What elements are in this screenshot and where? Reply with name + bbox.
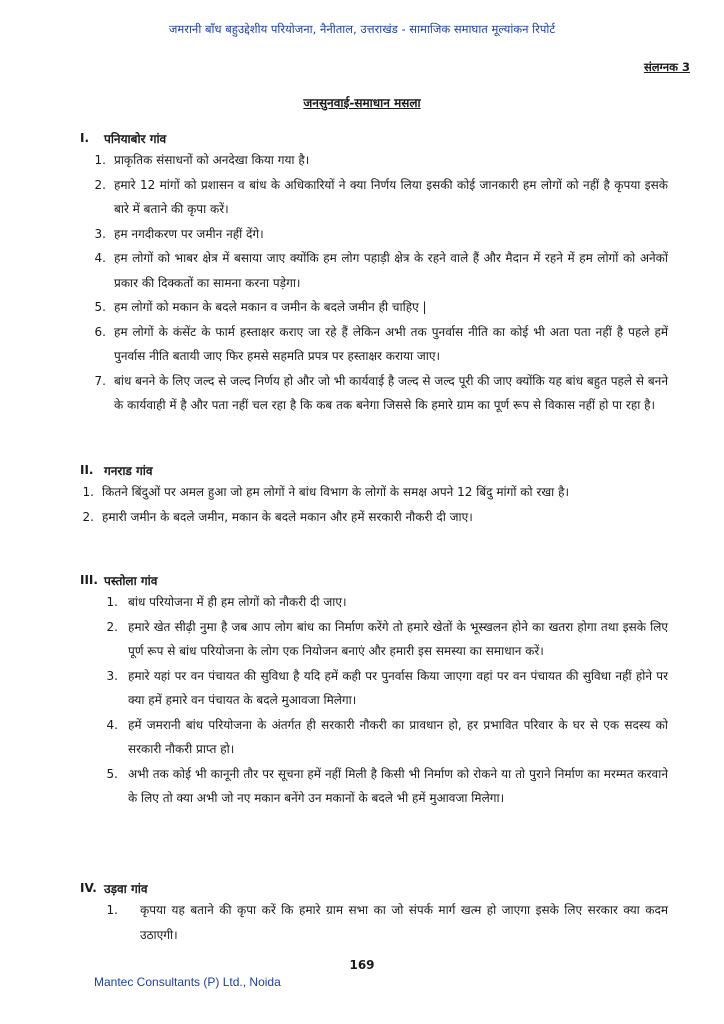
item-text: हमारी जमीन के बदले जमीन, मकान के बदले मकान और हमें सरकारी नौकरी दी जाए। [102, 509, 473, 524]
list-item [78, 480, 668, 505]
item-number: 2. [106, 619, 118, 634]
item-text: हमें जमरानी बांध परियोजना के अंतर्गत ही सरकारी नौकरी का प्रावधान हो, हर प्रभावित परिवार के घर से एक सदस्य को सरकारी नौकरी प्राप्त हो। [128, 717, 668, 756]
item-list [78, 480, 668, 529]
item-number: 6. [94, 324, 106, 339]
section-heading [80, 570, 668, 590]
list-item [100, 615, 668, 664]
item-text: कृपया यह बताने की कृपा करें कि हमारे ग्राम सभा का जो संपर्क मार्ग खत्म हो जाएगा इसके लिए सरकार क्या कदम उठाएगी। [140, 903, 668, 942]
list-item [86, 148, 668, 173]
section-pastola [80, 570, 668, 811]
item-number: 4. [106, 717, 118, 732]
item-number: 4. [94, 251, 106, 265]
item-number: 1. [106, 595, 118, 609]
list-item [100, 590, 668, 615]
item-number: 7. [94, 373, 106, 388]
item-text: बांध बनने के लिए जल्द से जल्द निर्णय हो और जो भी कार्यवाई है जल्द से जल्द पूरी की जाए क्योंकि यह बांध बहुत पहले से बनने के कार्यवाही में है और पता नहीं चल रहा है कि कब तक बनेगा जिससे कि हमारे ग्राम का पूर्ण रूप से विकास नहीं हो पा रहा है। [114, 373, 668, 412]
item-number: 1. [106, 903, 118, 917]
item-text: हम लोगों को भाबर क्षेत्र में बसाया जाए क्योंकि हम लोग पहाड़ी क्षेत्र के रहने वाले हैं और मैदान में रहने में हम लोगों को अनेकों प्रकार की दिक्कतों का सामना करना पड़ेगा। [114, 251, 668, 290]
section-heading [80, 128, 668, 148]
list-item [86, 173, 668, 222]
item-list [86, 148, 668, 418]
item-text: हम लोगों को मकान के बदले मकान व जमीन के बदले जमीन ही चाहिए | [114, 300, 427, 314]
section-numeral: I. [80, 131, 90, 145]
list-item [86, 246, 668, 295]
item-text: अभी तक कोई भी कानूनी तौर पर सूचना हमें नहीं मिली है किसी भी निर्माण को रोकने या तो पुराने निर्माण का मरम्मत करवाने के लिए तो क्या अभी जो नए मकान बनेंगे उन मकानों के बदले भी हमें मुआवजा मिलेगा। [128, 766, 668, 805]
item-text: हम नगदीकरण पर जमीन नहीं देंगे। [114, 226, 264, 241]
section-ganrad [80, 460, 668, 529]
section-title: गनराड गांव [104, 463, 153, 478]
item-number: 3. [106, 668, 118, 683]
section-heading [80, 878, 668, 898]
page-number: 169 [349, 958, 375, 972]
item-text: हमारे यहां पर वन पंचायत की सुविधा है यदि हमें कही पर पुनर्वास किया जाएगा वहां पर वन पंचायत की सुविधा नहीं होने पर क्या हमें हमारे वन पंचायत के बदले मुआवजा मिलेगा। [128, 668, 668, 707]
item-text: हम लोगों के कंसेंट के फार्म हस्ताक्षर कराए जा रहे हैं लेकिन अभी तक पुनर्वास नीति का कोई भी अता पता नहीं है पहले हमें पुनर्वास नीति बतायी जाए फिर हमसे सहमति प्रपत्र पर हस्ताक्षर कराया जाए। [114, 324, 668, 363]
list-item [100, 713, 668, 762]
item-number: 1. [82, 485, 94, 499]
item-number: 5. [94, 300, 106, 314]
section-numeral: IV. [80, 881, 97, 895]
list-item [100, 762, 668, 811]
item-number: 2. [94, 177, 106, 192]
section-title: पनियाबोर गांव [104, 131, 167, 146]
section-title: पस्तोला गांव [104, 573, 158, 588]
section-numeral: III. [80, 573, 98, 587]
item-list [100, 898, 668, 947]
item-number: 3. [94, 226, 106, 241]
list-item [86, 295, 668, 320]
list-item [86, 222, 668, 247]
item-text: हमारे खेत सीढ़ी नुमा है जब आप लोग बांध का निर्माण करेंगे तो हमारे खेतों के भूस्खलन होने का खतरा होगा तथा इसके लिए पूर्ण रूप से बांध परियोजना के लोग एक नियोजन बनाएं और हमारी इस समस्या का समाधान करें। [128, 619, 668, 658]
list-item [78, 505, 668, 530]
section-numeral: II. [80, 463, 94, 477]
page-title: जनसुनवाई-समाधान मसला [303, 96, 421, 110]
item-number: 5. [106, 766, 118, 781]
list-item [100, 664, 668, 713]
annex-label: संलग्नक 3 [643, 60, 690, 74]
section-heading [80, 460, 668, 480]
item-text: प्राकृतिक संसाधनों को अनदेखा किया गया है। [114, 153, 310, 167]
section-paniyabor [80, 128, 668, 418]
list-item [86, 369, 668, 418]
item-number: 1. [94, 153, 106, 167]
item-text: बांध परियोजना में ही हम लोगों को नौकरी दी जाए। [128, 595, 347, 609]
list-item [86, 320, 668, 369]
section-title: उड़वा गांव [104, 881, 148, 896]
item-list [100, 590, 668, 811]
company-footer: Mantec Consultants (P) Ltd., Noida [94, 975, 281, 989]
list-item [100, 898, 668, 947]
running-header: जमरानी बाँध बहुउद्देशीय परियोजना, नैनीताल, उत्तराखंड - सामाजिक समाघात मूल्यांकन रिपोर्ट [168, 22, 556, 36]
item-number: 2. [82, 509, 94, 524]
item-text: हमारे 12 मांगों को प्रशासन व बांध के अधिकारियों ने क्या निर्णय लिया इसकी कोई जानकारी हम लोगों को नहीं है कृपया इसके बारे में बताने की कृपा करें। [114, 177, 668, 216]
section-udwa [80, 878, 668, 947]
item-text: कितने बिंदुओं पर अमल हुआ जो हम लोगों ने बांध विभाग के लोगों के समक्ष अपने 12 बिंदु मांगों को रखा है। [102, 485, 570, 499]
